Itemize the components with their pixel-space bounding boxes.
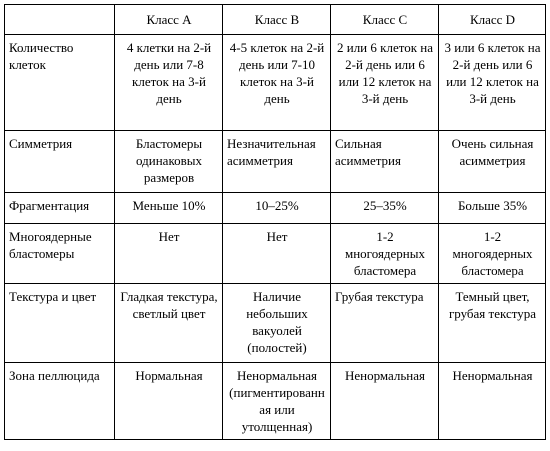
column-header-class-a: Класс A [115,5,223,35]
multinucleated-class-d: 1-2 многоядерных бластомера [439,224,546,284]
multinucleated-class-b: Нет [223,224,331,284]
row-label-multinucleated: Многоядерные бластомеры [5,224,115,284]
row-label-texture: Текстура и цвет [5,284,115,363]
symmetry-class-c: Сильная асимметрия [331,131,439,193]
fragmentation-class-d: Больше 35% [439,193,546,224]
cell-count-class-a: 4 клетки на 2-й день или 7-8 клеток на 3-й день [115,35,223,131]
table-row-texture [5,284,546,363]
row-label-fragmentation: Фрагментация [5,193,115,224]
texture-class-a: Гладкая текстура, светлый цвет [115,284,223,363]
texture-class-b: Наличие небольших вакуолей (полостей) [223,284,331,363]
symmetry-class-b: Незначительная асимметрия [223,131,331,193]
cell-count-class-b: 4-5 клеток на 2-й день или 7-10 клеток на 3-й день [223,35,331,131]
table-row-multinucleated [5,224,546,284]
column-header-class-d: Класс D [439,5,546,35]
column-header-class-b: Класс B [223,5,331,35]
fragmentation-class-c: 25–35% [331,193,439,224]
row-label-cell-count: Количество клеток [5,35,115,131]
zona-class-c: Ненормальная [331,363,439,440]
fragmentation-class-b: 10–25% [223,193,331,224]
table-row-fragmentation [5,193,546,224]
cell-count-class-c: 2 или 6 клеток на 2-й день или 6 или 12 клеток на 3-й день [331,35,439,131]
texture-class-d: Темный цвет, грубая текстура [439,284,546,363]
zona-class-b: Ненормальная (пигментированная или утолщенная) [223,363,331,440]
fragmentation-class-a: Меньше 10% [115,193,223,224]
cell-count-class-d: 3 или 6 клеток на 2-й день или 6 или 12 клеток на 3-й день [439,35,546,131]
symmetry-class-d: Очень сильная асимметрия [439,131,546,193]
row-label-zona-pellucida: Зона пеллюцида [5,363,115,440]
table-row-zona-pellucida [5,363,546,440]
table-header-row [5,5,546,35]
multinucleated-class-c: 1-2 многоядерных бластомера [331,224,439,284]
zona-class-a: Нормальная [115,363,223,440]
table-row-cell-count [5,35,546,131]
header-corner-cell [5,5,115,35]
column-header-class-c: Класс C [331,5,439,35]
table-row-symmetry [5,131,546,193]
zona-class-d: Ненормальная [439,363,546,440]
row-label-symmetry: Симметрия [5,131,115,193]
texture-class-c: Грубая текстура [331,284,439,363]
embryo-grading-table [4,4,546,440]
multinucleated-class-a: Нет [115,224,223,284]
symmetry-class-a: Бластомеры одинаковых размеров [115,131,223,193]
